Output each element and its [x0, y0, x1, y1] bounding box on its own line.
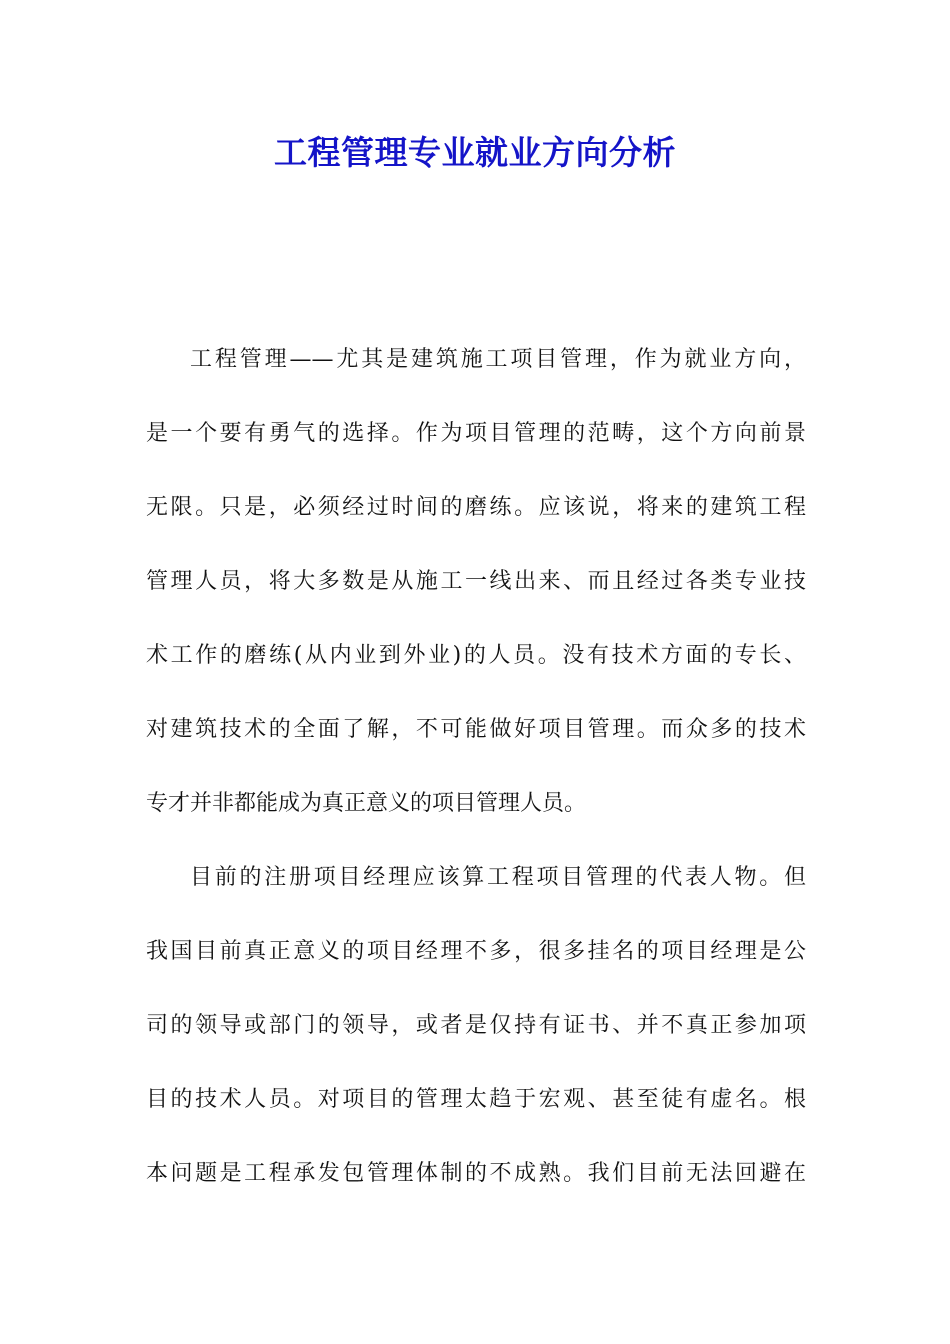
paragraph-1-line-7: 专才并非都能成为真正意义的项目管理人员。: [146, 791, 587, 816]
paragraph-2-line-1: 目前的注册项目经理应该算工程项目管理的代表人物。但: [190, 865, 806, 890]
paragraph-1-line-6: 对建筑技术的全面了解，不可能做好项目管理。而众多的技术: [146, 717, 806, 742]
paragraph-2-line-5: 本问题是工程承发包管理体制的不成熟。我们目前无法回避在: [146, 1161, 806, 1186]
paragraph-1-line-1: 工程管理——尤其是建筑施工项目管理，作为就业方向，: [190, 347, 806, 372]
document-title: 工程管理专业就业方向分析: [274, 133, 676, 172]
paragraph-1-line-5: 术工作的磨练(从内业到外业)的人员。没有技术方面的专长、: [146, 643, 806, 668]
paragraph-1-line-3: 无限。只是，必须经过时间的磨练。应该说，将来的建筑工程: [146, 495, 806, 520]
paragraph-2-line-4: 目的技术人员。对项目的管理太趋于宏观、甚至徒有虚名。根: [146, 1087, 806, 1112]
paragraph-1-line-2: 是一个要有勇气的选择。作为项目管理的范畴，这个方向前景: [146, 421, 806, 446]
paragraph-2-line-3: 司的领导或部门的领导，或者是仅持有证书、并不真正参加项: [146, 1013, 806, 1038]
paragraph-2-line-2: 我国目前真正意义的项目经理不多，很多挂名的项目经理是公: [146, 939, 806, 964]
paragraph-1-line-4: 管理人员，将大多数是从施工一线出来、而且经过各类专业技: [146, 569, 806, 594]
